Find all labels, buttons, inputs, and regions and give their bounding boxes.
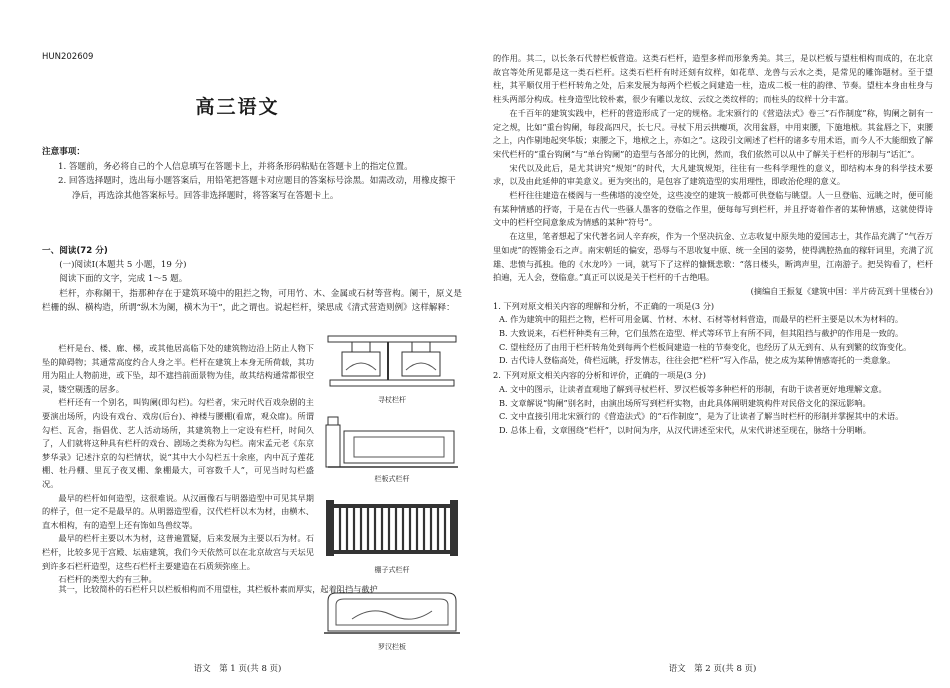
railing-illustration: [322, 411, 462, 473]
question-stem: 2. 下列对原文相关内容的分析和评价，正确的一项是(3 分): [493, 370, 706, 381]
question-2: [493, 369, 933, 438]
source-citation: (摘编自王振复《建筑中国：半片砖瓦到十里楼台》): [750, 285, 933, 296]
paragraph: 栏杆还有一个别名，叫钩阑(即勾栏)。勾栏者，宋元时代百戏杂剧的主要演出场所，内设有戏台、戏房(后台)、神楼与腰棚(看席，观众席)。所谓勾栏、瓦舍，指倡优、艺人活动场所，其建筑物上一定设有栏杆，时间久了，人们就将这种具有栏杆的戏台、剧场之类称为勾栏。南宋孟元老《东京梦华录》记述汴京的勾栏情状，说“其中大小勾栏五十余座，内中瓦子莲花棚、牡丹棚、里瓦子夜叉棚、象棚最大，可容数千人”，可见当时勾栏盛况。: [42, 397, 314, 489]
page-footer: 语文 第 1 页(共 8 页): [193, 664, 282, 674]
figure-xunzhang: [322, 330, 462, 405]
paragraph: 其一，比较简朴的石栏杆只以栏板相构而不用望柱，其栏板朴素而厚实，起着阻挡与截护: [58, 584, 378, 594]
option-a: A. 文中的图示，让读者直观地了解到寻杖栏杆、罗汉栏板等多种栏杆的形制，有助于读者更好地理解文意。: [499, 383, 887, 394]
instruction: 阅读下面的文字，完成 1～5 题。: [59, 274, 188, 285]
paragraph: 宋代以及此后，是尤其讲究“规矩”的时代，大凡建筑规矩，往往有一些科学理性的意义，即结构本身的科学技术要求，以及由此延伸的审美意义。更为突出的，是包容了建筑造型的实用理性，即政治伦理的意义。: [493, 162, 933, 187]
figure-column: [322, 330, 462, 658]
figure-caption: 寻杖栏杆: [378, 396, 406, 404]
exam-code: HUN202609: [42, 52, 94, 62]
option-d: D. 总体上看，文章围绕“栏杆”，以时间为序，从汉代讲述至宋代，从宋代讲述至现在，脉络十分明晰。: [499, 424, 871, 435]
paragraph: 最早的栏杆如何造型，这很难说。从汉画像石与明器造型中可见其早期的样子，但一定不是最早的。从明器造型看，汉代栏杆以木为材，由横木、直木相构，有的造型上还有饰如鸟兽纹等。: [42, 492, 314, 530]
paragraph: 的作用。其二，以长条石代替栏板营造。这类石栏杆，造型多样而形象秀美。其三，是以栏板与望柱相构而成的，在北京故宫等处所见都是这一类石栏杆。这类石栏杆有时还刻有纹样，如花草、龙兽与云水之类，是常见的雕饰题材。至于望柱，其平顺仅用于栏杆转角之处，后来发展为每两个栏板之间建造一柱，造成二板一柱的韵律、节奏。望柱本身由柱身与柱头两部分构成。柱身造型比较朴素，很少有雕以龙纹、云纹之类纹样的；而柱头的纹样十分丰富。: [493, 53, 933, 105]
page-footer: 语文 第 2 页(共 8 页): [668, 664, 757, 674]
paragraph: 栏杆，亦称阑干，指那种存在于建筑环境中的阻拦之物，可用竹、木、金属或石材等营构。阑干，原义是栏栅的纵、横构造，所谓“纵木为阑，横木为干”，此之谓也。说起栏杆，梁思成《清式营造则例》这样解释：: [42, 288, 462, 313]
option-a: A. 作为建筑中的阻拦之物，栏杆可用金属、竹材、木材、石材等材料营造，而最早的栏杆主要是以木为材料的。: [499, 314, 904, 325]
article-bottom: [42, 583, 462, 597]
question-stem: 1. 下列对原文相关内容的理解和分析，不正确的一项是(3 分): [493, 300, 715, 311]
figure-caption: 罗汉栏板: [378, 643, 406, 651]
railing-illustration: [322, 330, 462, 394]
option-b: B. 文章解说“钩阑”别名时，由演出场所写到栏杆实物，由此具体阐明建筑构件对民俗文化的深远影响。: [499, 397, 871, 408]
paragraph: 栏杆往往建造在楼阁与一些佛塔的凌空处，这些凌空的建筑一般都可供登临与眺望。人一旦登临、远眺之时，便可能有某种情感的抒寄，于是在古代一些骚人墨客的登临之作里，便每每写到栏杆，并且抒寄着作者的某种情感，这就使得诗文中的栏杆空间意象成为情感的某种“符号”。: [493, 190, 933, 228]
article-continued: [493, 52, 933, 438]
notice-item: 2. 回答选择题时，选出每小题答案后，用铅笔把答题卡对应题目的答案标号涂黑。如需改动，用橡皮擦干净后，再选涂其他答案标号。回答非选择题时，将答案写在答题卡上。: [58, 176, 456, 201]
section-heading: 一、阅读(72 分): [42, 246, 108, 256]
page-title: 高三语文: [195, 96, 280, 118]
reading-section: [42, 244, 462, 315]
paragraph: 在千百年的建筑实践中，栏杆的营造形成了一定的规格。北宋颁行的《营造法式》卷三“石作制度”称，钩阑之制有一定之规，比如“重台钩阑，每段高四尺，长七尺。寻杖下用云拱瘿项，次用盆唇，中用束腰，下施地栿。其盆唇之下，束腰之上，内作剔地起突华版；束腰之下，地栿之上，亦如之”。这段引文阐述了栏杆的诸多专用术语，而今人不大能细致了解宋代栏杆的“重台钩阑”与“单台钩阑”的造型与各部分的比例，然而，我们依然可以从中了解关于栏杆的形制与“话汇”。: [493, 107, 933, 159]
option-c: C. 望柱经历了由用于栏杆转角处到每两个栏板间建造一柱的节奏变化，也经历了从无到有、从有到繁的纹饰变化。: [499, 341, 912, 352]
figure-caption: 棚子式栏杆: [374, 566, 410, 574]
figure-zhazi: [322, 490, 462, 575]
article-column: [42, 342, 314, 587]
notice-block: [42, 145, 462, 203]
railing-illustration: [322, 490, 462, 564]
option-d: D. 古代诗人登临高处，倚栏远眺，抒发情志，往往会把“栏杆”写入作品，使之成为某种情感寄托的一类意象。: [499, 355, 896, 366]
option-c: C. 文中直接引用北宋颁行的《营造法式》的“石作制度”，是为了让读者了解当时栏杆的形制并掌握其中的术语。: [499, 411, 904, 422]
figure-caption: 栏板式栏杆: [374, 475, 410, 483]
paragraph: 石栏杆的类型大约有三种。: [58, 574, 157, 585]
option-b: B. 大致说来，石栏杆种类有三种，它们虽然在造型、样式等环节上有所不同，但其阻挡与截护的作用是一致的。: [499, 328, 904, 339]
notice-heading: 注意事项：: [42, 147, 85, 157]
paragraph: 栏杆是台、楼、廊、梯，或其他居高临下处的建筑物边沿上防止人物下坠的障碍物；其通常高度约合人身之半。栏杆在建筑上本身无所荷载，其功用为阻止人物前进，或下坠，却不遮挡前面景物为佳，故其结构通常都很空灵，镂空剔透的居多。: [42, 343, 314, 394]
notice-item: 1. 答题前，务必将自己的个人信息填写在答题卡上，并将条形码粘贴在答题卡上的指定位置。: [58, 161, 413, 172]
sub-heading: (一)阅读Ⅰ(本题共 5 小题，19 分): [59, 260, 187, 271]
question-1: [493, 300, 933, 369]
figure-lanban: [322, 411, 462, 484]
paragraph: 最早的栏杆主要以木为材，这普遍置疑，后来发展为主要以石为材。石栏杆，比较多见于宫殿、坛庙建筑，我们今天依然可以在北京故宫与天坛见到许多石栏杆造型，这些石栏杆主要建造在石质须弥座上。: [42, 533, 314, 571]
paragraph: 在这里，笔者想起了宋代著名词人辛弃疾，作为一个坚决抗金、立志收复中原失地的爱国志士，其作品充满了“气吞万里如虎”的铿锵金石之声。南宋朝廷的偏安，恐辱与不思收复中原、统一全国的姿势，使得满腔热血的稼轩词里，充满了沉雄、悲愤与孤独。他的《水龙吟》一词，就写下了这样的慷慨悲歌：“落日楼头，断鸿声里，江南游子。把吴钩看了，栏杆拍遍，无人会，登临意。”真正可以说是关于栏杆的千古绝唱。: [493, 231, 933, 283]
